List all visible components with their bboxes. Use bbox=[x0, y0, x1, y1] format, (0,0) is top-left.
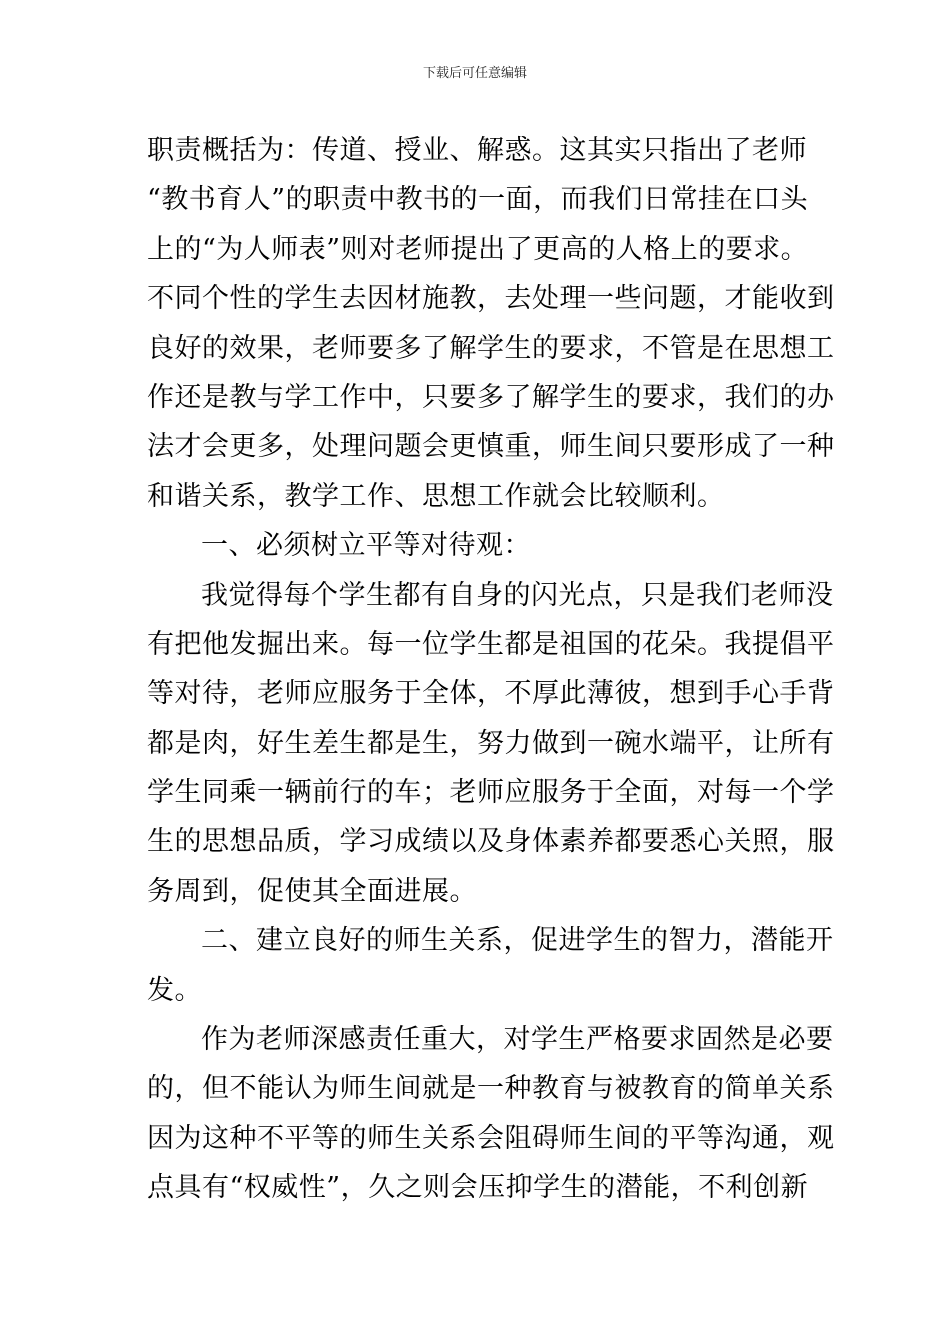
text-line: 有把他发掘出来。每一位学生都是祖国的花朵。我提倡平 bbox=[147, 628, 835, 660]
text-line: 一、必须树立平等对待观： bbox=[201, 530, 531, 562]
text-line: 上的“为人师表”则对老师提出了更高的人格上的要求。 bbox=[147, 233, 809, 265]
text-line: 职责概括为：传道、授业、解惑。这其实只指出了老师 bbox=[147, 135, 807, 166]
text-line: 法才会更多，处理问题会更慎重，师生间只要形成了一种 bbox=[147, 431, 835, 463]
document-body bbox=[147, 126, 835, 1213]
page-header: 下载后可任意编辑 bbox=[422, 66, 527, 81]
text-line: 良好的效果，老师要多了解学生的要求，不管是在思想工 bbox=[147, 332, 835, 364]
text-line: 作为老师深感责任重大，对学生严格要求固然是必要 bbox=[201, 1024, 834, 1056]
text-line: 学生同乘一辆前行的车；老师应服务于全面，对每一个学 bbox=[147, 777, 835, 809]
text-line: 都是肉，好生差生都是生，努力做到一碗水端平，让所有 bbox=[147, 727, 835, 759]
text-line: 我觉得每个学生都有自身的闪光点，只是我们老师没 bbox=[201, 579, 834, 611]
text-line: 点具有“权威性”，久之则会压抑学生的潜能，不利创新 bbox=[147, 1172, 809, 1204]
text-line: 作还是教与学工作中，只要多了解学生的要求，我们的办 bbox=[147, 381, 835, 413]
text-line: 二、建立良好的师生关系，促进学生的智力，潜能开 bbox=[201, 925, 834, 957]
text-line: 的，但不能认为师生间就是一种教育与被教育的简单关系 bbox=[147, 1073, 835, 1105]
text-line: 和谐关系，教学工作、思想工作就会比较顺利。 bbox=[147, 480, 725, 512]
text-line: “教书育人”的职责中教书的一面，而我们日常挂在口头 bbox=[147, 184, 809, 216]
text-line: 不同个性的学生去因材施教，去处理一些问题，才能收到 bbox=[147, 283, 835, 315]
text-line: 等对待，老师应服务于全体，不厚此薄彼，想到手心手背 bbox=[147, 678, 835, 710]
text-line: 因为这种不平等的师生关系会阻碍师生间的平等沟通，观 bbox=[147, 1122, 835, 1154]
text-line: 生的思想品质，学习成绩以及身体素养都要悉心关照，服 bbox=[147, 826, 835, 858]
text-line: 务周到，促使其全面进展。 bbox=[147, 875, 477, 907]
text-line: 发。 bbox=[147, 974, 202, 1006]
